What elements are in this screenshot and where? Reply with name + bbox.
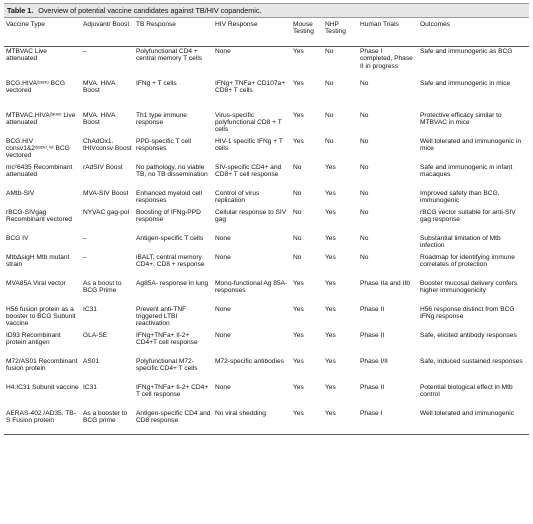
cell-hiv-response: None xyxy=(215,383,231,391)
cell-mouse-testing: Yes xyxy=(293,79,304,87)
cell-mouse-testing: Yes xyxy=(293,357,304,365)
cell-mouse-testing: Yes xyxy=(293,279,304,287)
cell-adjuvant-boost: – xyxy=(83,253,87,261)
table-row xyxy=(4,79,529,111)
cell-human-trials: No xyxy=(360,111,369,119)
cell-hiv-response: Virus-specific polyfunctional CD8 + T cells xyxy=(215,111,282,134)
table-row xyxy=(4,253,529,279)
cell-outcomes: Substantial limitation of Mtb infection xyxy=(420,234,501,249)
table-row xyxy=(4,189,529,208)
cell-adjuvant-boost: IC31 xyxy=(83,383,97,391)
table-row xyxy=(4,47,529,79)
cell-hiv-response: None xyxy=(215,331,231,339)
cell-adjuvant-boost: MVA. HIVA Boost xyxy=(83,111,115,126)
cell-tb-response: iBALT, central memory CD4+, CD8 + response xyxy=(136,253,205,268)
cell-tb-response: Antigen-specific T cells xyxy=(136,234,204,242)
cell-hiv-response: Mono-functional Ag 85A-responses xyxy=(215,279,288,294)
table-body xyxy=(4,47,529,435)
header-adjuvant-boost: Adjuvant/ Boost xyxy=(81,18,134,47)
table-row xyxy=(4,409,529,435)
cell-human-trials: Phase II xyxy=(360,383,385,391)
cell-hiv-response: No viral shedding xyxy=(213,409,291,435)
cell-adjuvant-boost: rAdSIV Boost xyxy=(83,163,123,171)
cell-human-trials: Phase I xyxy=(358,409,418,435)
table-row xyxy=(4,383,529,409)
table-row xyxy=(4,357,529,383)
cell-human-trials: No xyxy=(360,79,369,87)
cell-tb-response: Antigen-specific CD4 and CD8 response xyxy=(134,409,213,435)
cell-adjuvant-boost: MVA. HIVA Boost xyxy=(83,79,115,94)
cell-adjuvant-boost: IC31 xyxy=(83,305,97,313)
cell-mouse-testing: Yes xyxy=(293,383,304,391)
cell-outcomes: Improved safety than BCG, immunogenic xyxy=(420,189,500,204)
cell-nhp-testing: Yes xyxy=(325,163,336,171)
cell-tb-response: Enhanced myeloid cell responses xyxy=(136,189,202,204)
cell-nhp-testing: Yes xyxy=(325,383,336,391)
cell-adjuvant-boost: NYVAC gag-pol xyxy=(83,208,130,216)
cell-hiv-response: None xyxy=(215,305,231,313)
cell-adjuvant-boost: MVA-SIV Boost xyxy=(83,189,129,197)
header-human-trials: Human Trials xyxy=(358,18,418,47)
cell-mouse-testing: No xyxy=(293,163,302,171)
cell-mouse-testing: Yes xyxy=(293,305,304,313)
cell-mouse-testing: Yes xyxy=(293,48,304,55)
cell-human-trials: No xyxy=(360,163,369,171)
table-row xyxy=(4,111,529,137)
cell-outcomes: Well tolerated and immunogenic xyxy=(418,409,529,435)
cell-tb-response: Th1 type immune response xyxy=(136,111,187,126)
table-row xyxy=(4,279,529,305)
cell-outcomes: Booster mucosal delivery confers higher immunogenicity xyxy=(420,279,518,294)
cell-adjuvant-boost: – xyxy=(83,234,87,242)
header-nhp-testing: NHP Testing xyxy=(323,18,358,47)
cell-hiv-response: IFNg+ TNFa+ CD107a+ CD8+ T cells xyxy=(215,79,286,94)
cell-outcomes: Safe and immunogenic as BCG xyxy=(420,48,513,55)
table-row xyxy=(4,208,529,234)
cell-vaccine-type: H56 fusion protein as a booster to BCG Subunit vaccine xyxy=(6,305,76,328)
cell-vaccine-type: AMtb-SIV xyxy=(6,189,35,197)
cell-vaccine-type: AERAS-402 /AD35. TB-S Fusion protein xyxy=(4,409,81,435)
cell-tb-response: IFNg + T cells xyxy=(136,79,177,87)
table-header-row xyxy=(4,18,529,47)
cell-hiv-response: Cellular response to SIV gag xyxy=(215,208,287,223)
cell-nhp-testing: No xyxy=(325,79,334,87)
cell-adjuvant-boost: As a booster to BCG prime xyxy=(81,409,134,435)
cell-nhp-testing: Yes xyxy=(325,208,336,216)
cell-hiv-response: M72-specific antibodies xyxy=(215,357,284,365)
cell-mouse-testing: No xyxy=(293,189,302,197)
cell-tb-response: Prevent anti-TNF triggered LTBI reactivation xyxy=(136,305,187,328)
cell-adjuvant-boost: GLA-SE xyxy=(83,331,108,339)
cell-tb-response: Polyfunctional CD4 + central memory T cells xyxy=(136,48,203,63)
cell-hiv-response: None xyxy=(215,234,231,242)
table-row xyxy=(4,331,529,357)
table-caption-text: Overview of potential vaccine candidates against TB/HIV copandemic. xyxy=(38,6,262,15)
table-caption xyxy=(4,3,529,18)
cell-outcomes: Safe and immunogenic in infant macaques xyxy=(420,163,513,178)
cell-human-trials: No xyxy=(360,234,369,242)
cell-tb-response: Boosting of IFNg-PPD response xyxy=(136,208,201,223)
cell-human-trials: No xyxy=(360,189,369,197)
cell-vaccine-type: ID93 Recombinant protein antigen xyxy=(6,331,61,346)
table-row xyxy=(4,234,529,253)
cell-nhp-testing: Yes xyxy=(325,357,336,365)
table-row xyxy=(4,137,529,163)
cell-human-trials: No xyxy=(360,208,369,216)
cell-tb-response: Polyfunctional M72-specific CD4+ T cells xyxy=(136,357,198,372)
cell-outcomes: Protective efficacy similar to MTBVAC in mice xyxy=(420,111,502,126)
cell-nhp-testing: No xyxy=(325,111,334,119)
cell-vaccine-type: M72/AS01 Recombinant fusion protein xyxy=(6,357,78,372)
cell-vaccine-type: MTBVAC Live attenuated xyxy=(6,48,47,63)
cell-mouse-testing: No xyxy=(293,253,302,261)
cell-vaccine-type: MVA85A Viral vector xyxy=(6,279,66,287)
cell-vaccine-type: MtbΔsigH Mtb mutant strain xyxy=(6,253,70,268)
cell-hiv-response: Control of virus replication xyxy=(215,189,260,204)
cell-vaccine-type: BCG.HIV consv1&2²ᵃᵘˣᵒ.ⁱⁿᵗ BCG vectored xyxy=(6,137,70,160)
cell-human-trials: Phase II xyxy=(360,331,385,339)
cell-nhp-testing: No xyxy=(325,137,334,145)
cell-mouse-testing: No xyxy=(293,208,302,216)
header-outcomes: Outcomes xyxy=(418,18,529,47)
cell-human-trials: No xyxy=(360,253,369,261)
cell-vaccine-type: MTBVAC.HIVA²ᵃᵘˣᵒ Live attenuated xyxy=(6,111,76,126)
table-row xyxy=(4,163,529,189)
cell-mouse-testing: Yes xyxy=(293,331,304,339)
cell-human-trials: Phase I completed, Phase II in progress xyxy=(360,48,413,70)
cell-human-trials: Phase I/II xyxy=(360,357,388,365)
cell-vaccine-type: BCG.HIVA²ᵃᵘˣᵒ BCG vectored xyxy=(6,79,65,94)
cell-hiv-response: SIV-specific CD4+ and CD8+ T cell response xyxy=(215,163,282,178)
cell-nhp-testing: No xyxy=(325,48,334,55)
cell-adjuvant-boost: As a boost to BCG Prime xyxy=(83,279,122,294)
cell-tb-response: Ag85A- response in lung xyxy=(136,279,209,287)
header-tb-response: TB Response xyxy=(134,18,213,47)
cell-outcomes: rBCG vector suitable for anti-SIV gag response xyxy=(420,208,516,223)
cell-adjuvant-boost: ChAdOx1. tHIVconsv Boost xyxy=(83,137,132,152)
cell-human-trials: Phase IIa and IIb xyxy=(360,279,410,287)
cell-nhp-testing: Yes xyxy=(325,305,336,313)
cell-vaccine-type: H4:IC31 Subunit vaccine xyxy=(6,383,79,391)
cell-outcomes: Safe and immunogenic in mice xyxy=(420,79,511,87)
cell-mouse-testing: No xyxy=(293,234,302,242)
cell-outcomes: Potential biological effect in Mtb control xyxy=(420,383,513,398)
cell-human-trials: No xyxy=(360,137,369,145)
header-hiv-response: HIV Response xyxy=(213,18,291,47)
cell-nhp-testing: Yes xyxy=(325,234,336,242)
cell-human-trials: Phase II xyxy=(360,305,385,313)
cell-outcomes: H56 response distinct from BCG IFNg response xyxy=(420,305,515,320)
cell-vaccine-type: BCG IV xyxy=(6,234,29,242)
cell-nhp-testing: Yes xyxy=(325,331,336,339)
cell-tb-response: No pathology, no viable TB, no TB dissemination xyxy=(136,163,208,178)
header-mouse-testing: Mouse Testing xyxy=(291,18,323,47)
table-row xyxy=(4,305,529,331)
cell-mouse-testing: Yes xyxy=(293,111,304,119)
cell-nhp-testing: Yes xyxy=(325,253,336,261)
cell-outcomes: Safe, induced sustained responses xyxy=(420,357,523,365)
cell-nhp-testing: Yes xyxy=(325,189,336,197)
cell-vaccine-type: mc²6435 Recombinant attenuated xyxy=(6,163,73,178)
cell-tb-response: IFNg+TNFa+ Il-2+ CD4+T cell response xyxy=(136,331,198,346)
cell-outcomes: Roadmap for identifying immune correlates of protection xyxy=(420,253,515,268)
header-vaccine-type: Vaccine Type xyxy=(4,18,81,47)
cell-nhp-testing: Yes xyxy=(325,279,336,287)
cell-tb-response: PPD-specific T cell responses xyxy=(136,137,192,152)
cell-mouse-testing: Yes xyxy=(293,137,304,145)
cell-nhp-testing: Yes xyxy=(323,409,358,435)
cell-adjuvant-boost: – xyxy=(83,48,87,55)
cell-hiv-response: None xyxy=(215,253,231,261)
cell-hiv-response: None xyxy=(215,48,231,55)
vaccine-candidates-table xyxy=(4,18,529,435)
cell-outcomes: Safe, elicited antibody responses xyxy=(420,331,517,339)
cell-outcomes: Well tolerated and immunogenic in mice xyxy=(420,137,522,152)
cell-tb-response: IFNg+TNFa+ Il-2+ CD4+ T cell response xyxy=(136,383,209,398)
cell-adjuvant-boost: AS01 xyxy=(83,357,100,365)
cell-vaccine-type: rBCG-SIVgag Recombinant vectored xyxy=(6,208,72,223)
cell-mouse-testing: Yes xyxy=(291,409,323,435)
table-caption-label: Table 1. xyxy=(7,6,34,15)
cell-hiv-response: HIV-1 specific IFNg + T cells xyxy=(215,137,283,152)
